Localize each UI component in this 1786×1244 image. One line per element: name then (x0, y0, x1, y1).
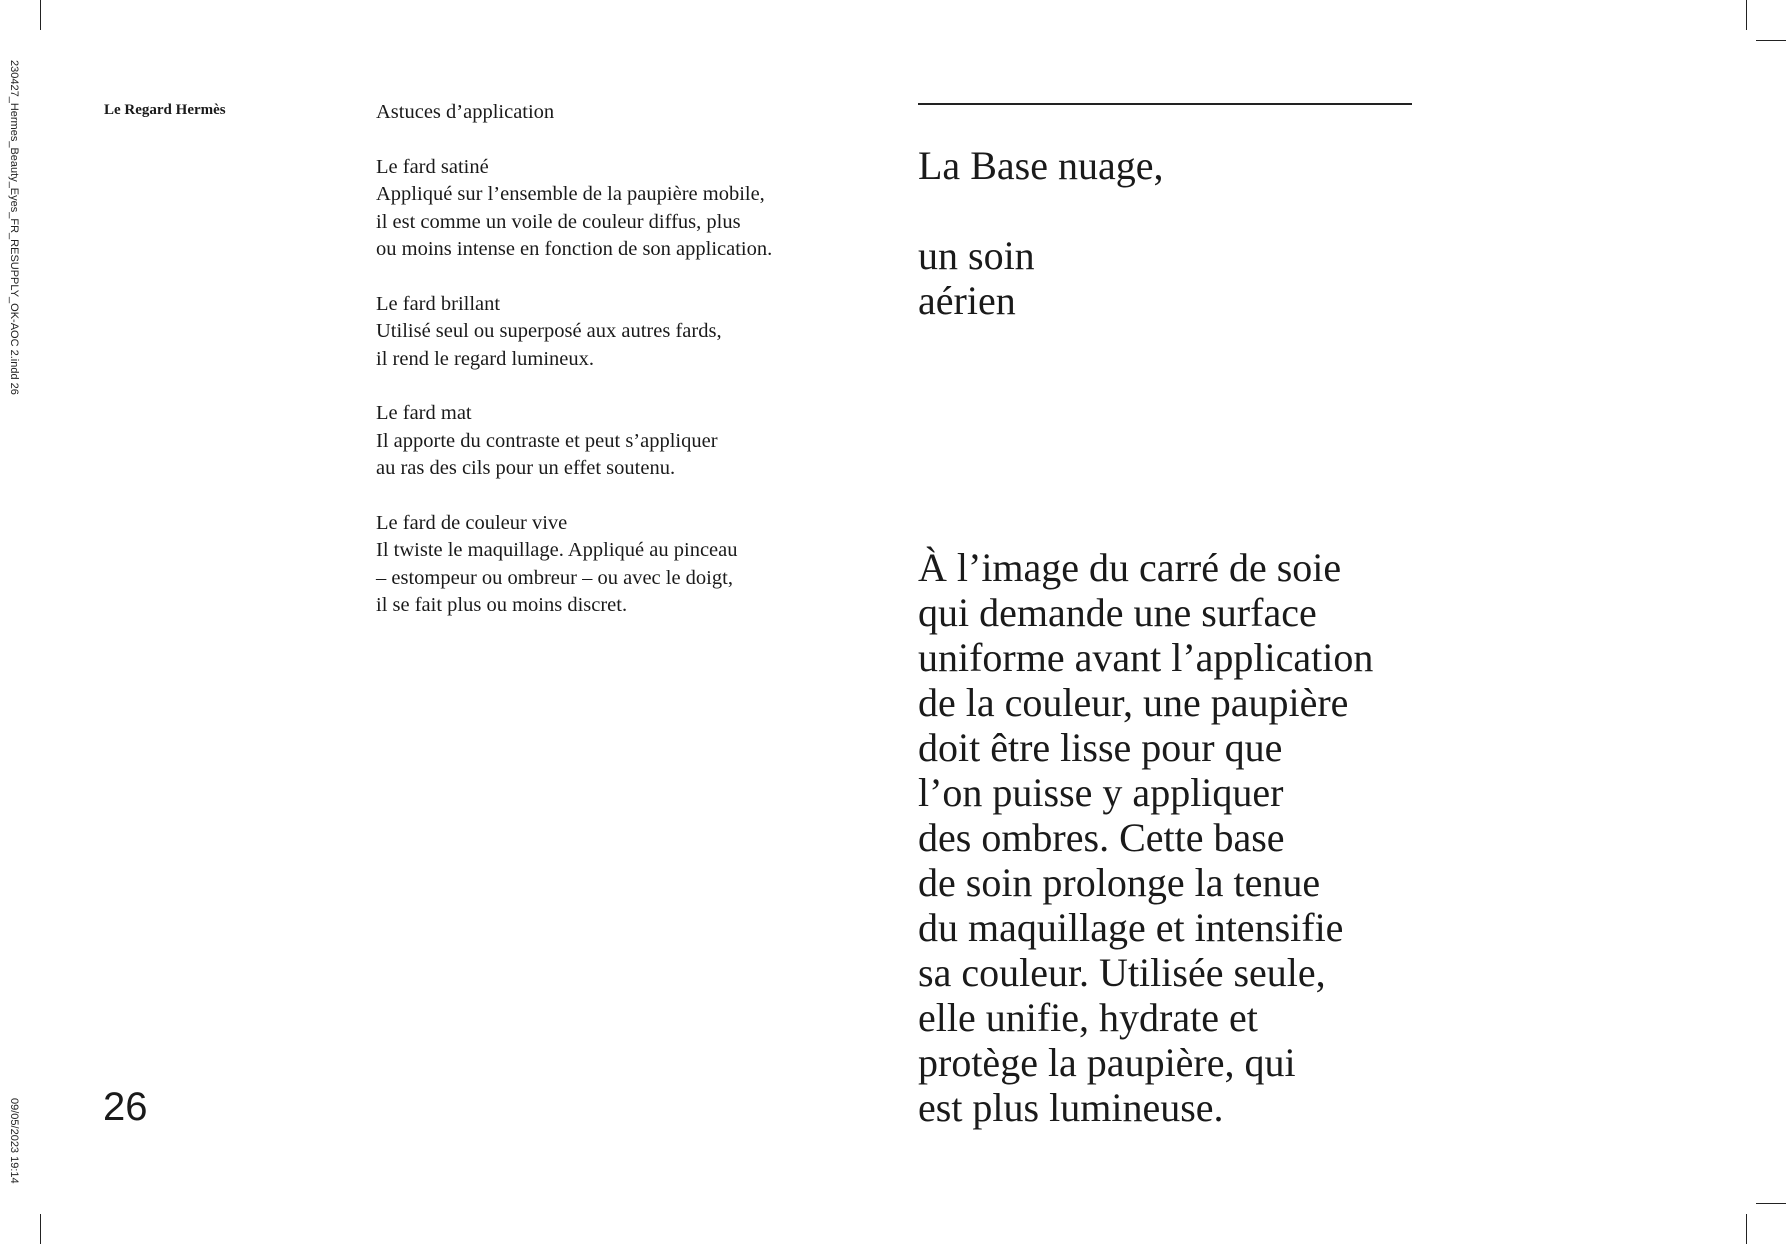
tip-couleur-vive (376, 510, 876, 620)
headline-gap (918, 188, 1163, 233)
tips-column (376, 99, 876, 647)
tip-mat (376, 400, 876, 483)
tip-satine (376, 154, 876, 264)
body-line: qui demande une surface (918, 590, 1317, 635)
crop-mark-bottom-left (40, 1214, 41, 1244)
slug-file: 230427_Hermes_Beauty_Eyes_FR_RESUPPLY_OK-AOC 2.indd 26 (8, 60, 20, 395)
headline-line: aérien (918, 278, 1016, 323)
slug-date: 09/05/2023 19:14 (8, 1098, 20, 1184)
crop-mark-bottom-right-h (1756, 1203, 1786, 1204)
body-line: protège la paupière, qui (918, 1040, 1296, 1085)
tip-line: il rend le regard lumineux. (376, 347, 595, 370)
body-paragraph (918, 545, 1373, 1130)
headline-line: un soin (918, 233, 1035, 278)
tip-line: Utilisé seul ou superposé aux autres fards, (376, 320, 722, 342)
tip-line: ou moins intense en fonction de son application. (376, 238, 773, 260)
crop-mark-top-left (40, 0, 41, 30)
tip-line: il est comme un voile de couleur diffus, plus (376, 210, 741, 233)
tip-line: Il apporte du contraste et peut s’appliquer (376, 429, 718, 452)
headline-line: La Base nuage, (918, 143, 1164, 188)
running-head: Le Regard Hermès (104, 102, 226, 118)
body-line: du maquillage et intensifie (918, 905, 1344, 950)
tips-title: Astuces d’application (376, 101, 555, 123)
crop-mark-bottom-right (1746, 1214, 1747, 1244)
horizontal-rule (918, 103, 1412, 105)
body-line: À l’image du carré de soie (918, 545, 1342, 590)
tip-line: au ras des cils pour un effet soutenu. (376, 457, 676, 479)
tip-line: il se fait plus ou moins discret. (376, 594, 628, 616)
headline (918, 143, 1163, 323)
body-line: l’on puisse y appliquer (918, 770, 1284, 815)
tip-heading: Le fard de couleur vive (376, 511, 568, 534)
body-line: elle unifie, hydrate et (918, 995, 1258, 1040)
tip-line: Appliqué sur l’ensemble de la paupière mobile, (376, 183, 765, 205)
tip-heading: Le fard satiné (376, 155, 489, 178)
tip-heading: Le fard brillant (376, 292, 501, 315)
page-number: 26 (103, 1085, 148, 1129)
body-line: uniforme avant l’application (918, 635, 1374, 680)
body-line: de la couleur, une paupière (918, 680, 1349, 725)
tip-line: – estompeur ou ombreur – ou avec le doigt, (376, 566, 733, 589)
body-line: est plus lumineuse. (918, 1085, 1224, 1130)
body-line: de soin prolonge la tenue (918, 860, 1321, 905)
body-line: doit être lisse pour que (918, 725, 1283, 770)
tip-line: Il twiste le maquillage. Appliqué au pinceau (376, 539, 738, 561)
tip-heading: Le fard mat (376, 402, 472, 424)
crop-mark-top-right-h (1756, 40, 1786, 41)
body-line: sa couleur. Utilisée seule, (918, 950, 1326, 995)
crop-mark-top-right (1746, 0, 1747, 30)
body-line: des ombres. Cette base (918, 815, 1285, 860)
tip-brillant (376, 291, 876, 374)
